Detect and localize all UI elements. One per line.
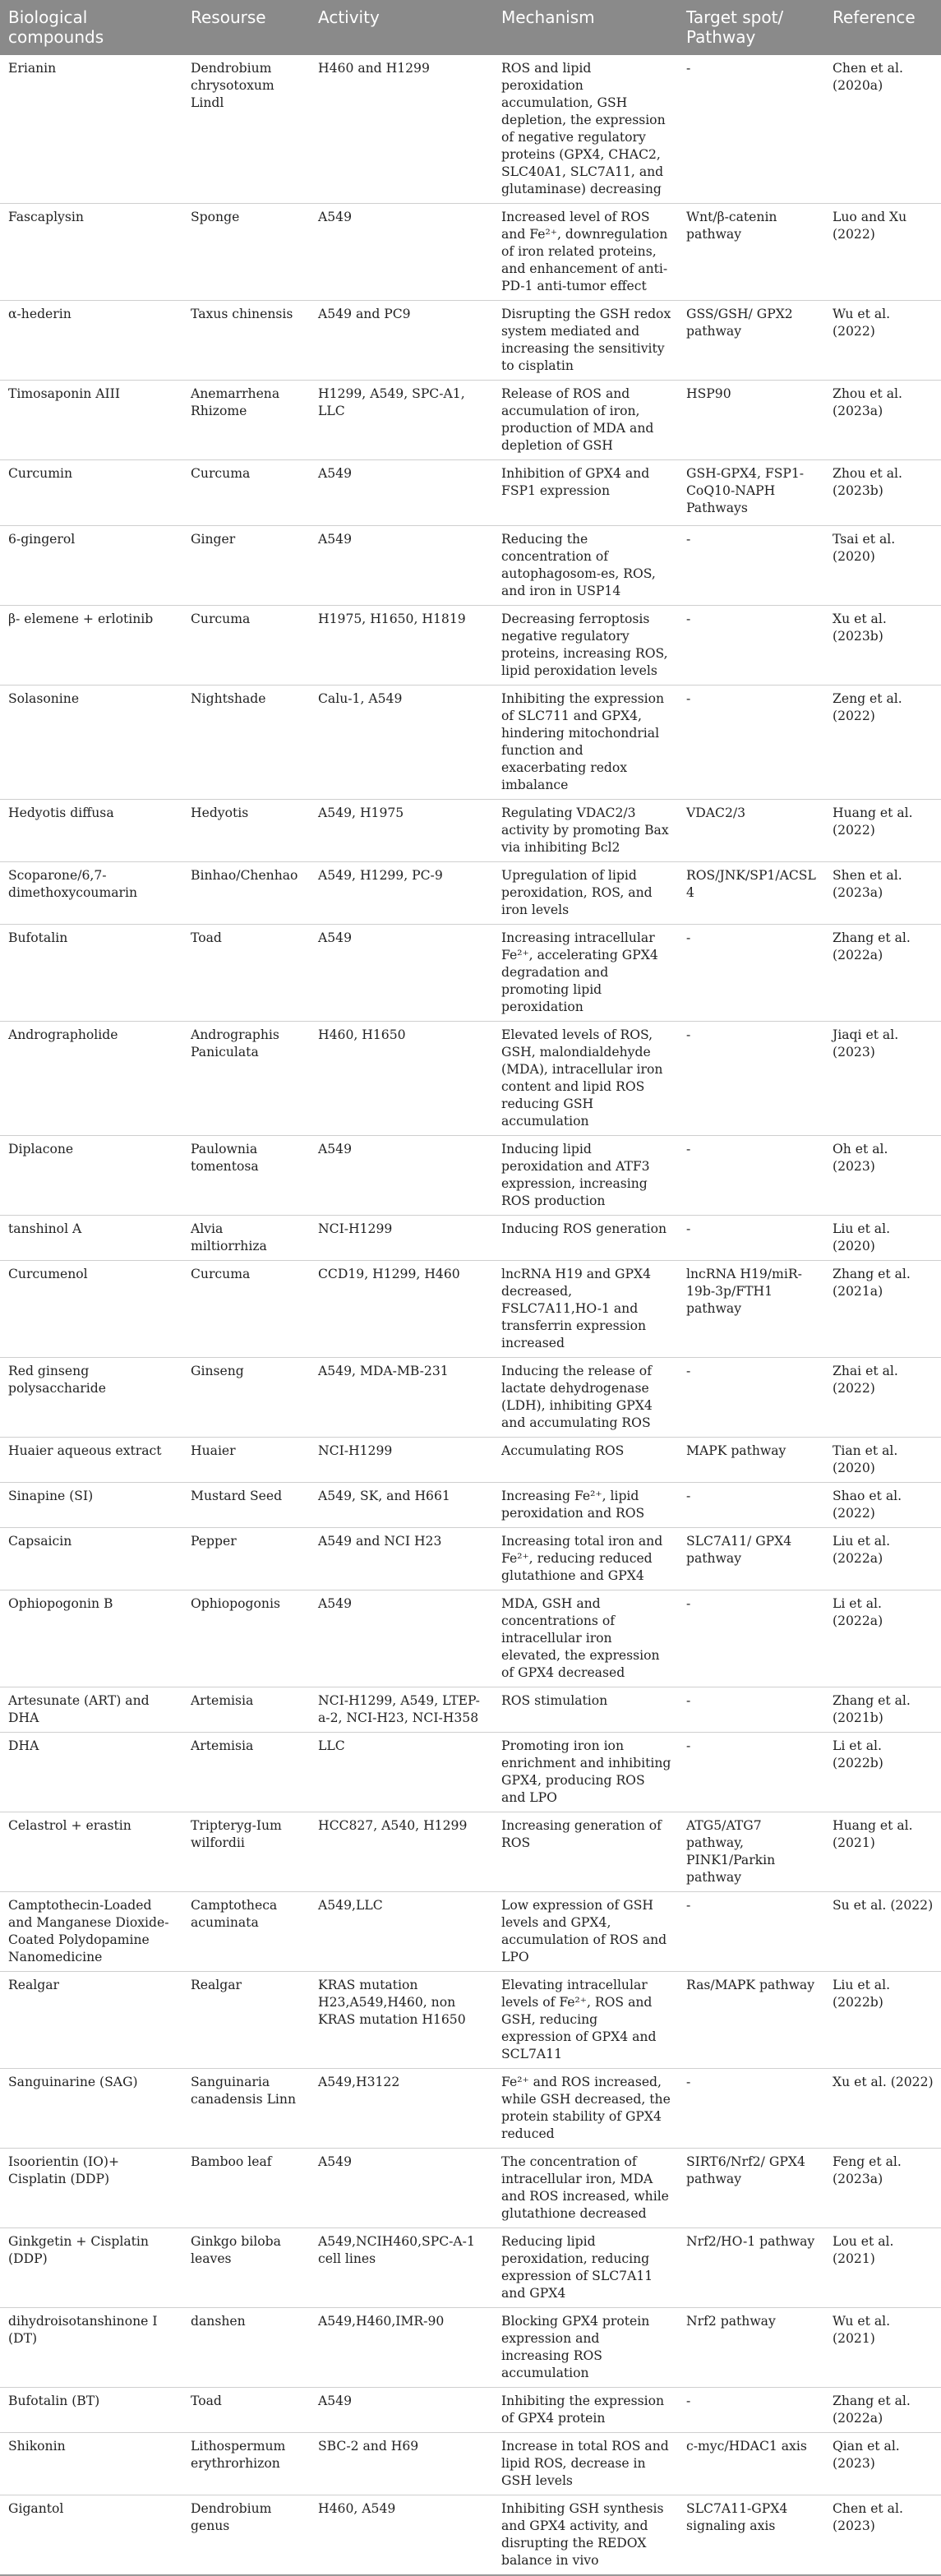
resource-cell: Dendrobium genus bbox=[182, 2495, 310, 2576]
activity-cell: A549,LLC bbox=[310, 1892, 493, 1972]
activity-cell: H460, A549 bbox=[310, 2495, 493, 2576]
resource-cell: Realgar bbox=[182, 1972, 310, 2069]
table-row bbox=[0, 925, 941, 1022]
target-cell: SLC7A11/ GPX4 pathway bbox=[678, 1528, 824, 1590]
activity-cell: A549 and PC9 bbox=[310, 301, 493, 381]
target-cell: - bbox=[678, 2069, 824, 2149]
compound-cell: tanshinol A bbox=[0, 1216, 182, 1261]
compound-cell: Sanguinarine (SAG) bbox=[0, 2069, 182, 2149]
reference-cell: Liu et al. (2022a) bbox=[824, 1528, 941, 1590]
mechanism-cell: Blocking GPX4 protein expression and increasing ROS accumulation bbox=[493, 2308, 678, 2388]
activity-cell: KRAS mutation H23,A549,H460, non KRAS mutation H1650 bbox=[310, 1972, 493, 2069]
mechanism-cell: MDA, GSH and concentrations of intracellular iron elevated, the expression of GPX4 decreased bbox=[493, 1590, 678, 1687]
reference-cell: Zeng et al. (2022) bbox=[824, 686, 941, 800]
mechanism-cell: Inhibition of GPX4 and FSP1 expression bbox=[493, 460, 678, 526]
activity-cell: A549,H460,IMR-90 bbox=[310, 2308, 493, 2388]
target-cell: - bbox=[678, 606, 824, 686]
table-row bbox=[0, 2069, 941, 2149]
reference-cell: Zhang et al. (2022a) bbox=[824, 925, 941, 1022]
header-activity: Activity bbox=[310, 0, 493, 55]
table-row bbox=[0, 2388, 941, 2433]
reference-cell: Zhou et al. (2023b) bbox=[824, 460, 941, 526]
reference-cell: Zhang et al. (2021b) bbox=[824, 1687, 941, 1733]
table-row bbox=[0, 1687, 941, 1733]
resource-cell: Ginseng bbox=[182, 1358, 310, 1438]
mechanism-cell: Accumulating ROS bbox=[493, 1438, 678, 1483]
reference-cell: Huang et al. (2021) bbox=[824, 1812, 941, 1892]
target-cell: - bbox=[678, 1483, 824, 1528]
target-cell: lncRNA H19/miR-19b-3p/FTH1 pathway bbox=[678, 1261, 824, 1358]
resource-cell: Binhao/Chenhao bbox=[182, 862, 310, 925]
reference-cell: Feng et al. (2023a) bbox=[824, 2149, 941, 2228]
target-cell: Wnt/β-catenin pathway bbox=[678, 204, 824, 301]
resource-cell: Tripteryg-Ium wilfordii bbox=[182, 1812, 310, 1892]
target-cell: c-myc/HDAC1 axis bbox=[678, 2433, 824, 2495]
resource-cell: Nightshade bbox=[182, 686, 310, 800]
activity-cell: H460 and H1299 bbox=[310, 55, 493, 204]
reference-cell: Wu et al. (2022) bbox=[824, 301, 941, 381]
target-cell: Nrf2/HO-1 pathway bbox=[678, 2228, 824, 2308]
reference-cell: Jiaqi et al. (2023) bbox=[824, 1022, 941, 1136]
target-cell: SIRT6/Nrf2/ GPX4 pathway bbox=[678, 2149, 824, 2228]
reference-cell: Zhang et al. (2022a) bbox=[824, 2388, 941, 2433]
reference-cell: Li et al. (2022b) bbox=[824, 1733, 941, 1812]
reference-cell: Zhai et al. (2022) bbox=[824, 1358, 941, 1438]
activity-cell: H1975, H1650, H1819 bbox=[310, 606, 493, 686]
reference-cell: Shao et al. (2022) bbox=[824, 1483, 941, 1528]
resource-cell: Ginkgo biloba leaves bbox=[182, 2228, 310, 2308]
compound-cell: Celastrol + erastin bbox=[0, 1812, 182, 1892]
table-row bbox=[0, 1528, 941, 1590]
activity-cell: A549, MDA-MB-231 bbox=[310, 1358, 493, 1438]
compound-cell: Timosaponin AIII bbox=[0, 381, 182, 460]
target-cell: - bbox=[678, 1358, 824, 1438]
reference-cell: Tian et al. (2020) bbox=[824, 1438, 941, 1483]
resource-cell: Ginger bbox=[182, 526, 310, 606]
compound-cell: Capsaicin bbox=[0, 1528, 182, 1590]
target-cell: GSS/GSH/ GPX2 pathway bbox=[678, 301, 824, 381]
reference-cell: Xu et al. (2023b) bbox=[824, 606, 941, 686]
mechanism-cell: Regulating VDAC2/3 activity by promoting Bax via inhibiting Bcl2 bbox=[493, 800, 678, 862]
activity-cell: HCC827, A540, H1299 bbox=[310, 1812, 493, 1892]
compound-cell: Red ginseng polysaccharide bbox=[0, 1358, 182, 1438]
activity-cell: A549 bbox=[310, 925, 493, 1022]
mechanism-cell: Increasing Fe²⁺, lipid peroxidation and ROS bbox=[493, 1483, 678, 1528]
activity-cell: NCI-H1299 bbox=[310, 1438, 493, 1483]
compound-cell: Realgar bbox=[0, 1972, 182, 2069]
target-cell: SLC7A11-GPX4 signaling axis bbox=[678, 2495, 824, 2576]
compound-cell: Ginkgetin + Cisplatin (DDP) bbox=[0, 2228, 182, 2308]
reference-cell: Chen et al. (2020a) bbox=[824, 55, 941, 204]
reference-cell: Oh et al. (2023) bbox=[824, 1136, 941, 1216]
target-cell: - bbox=[678, 1687, 824, 1733]
reference-cell: Xu et al. (2022) bbox=[824, 2069, 941, 2149]
table-row bbox=[0, 381, 941, 460]
resource-cell: Paulownia tomentosa bbox=[182, 1136, 310, 1216]
compound-cell: Erianin bbox=[0, 55, 182, 204]
header-resource: Resourse bbox=[182, 0, 310, 55]
table-row bbox=[0, 1022, 941, 1136]
mechanism-cell: Upregulation of lipid peroxidation, ROS, and iron levels bbox=[493, 862, 678, 925]
mechanism-cell: Inducing the release of lactate dehydrogenase (LDH), inhibiting GPX4 and accumulating ROS bbox=[493, 1358, 678, 1438]
reference-cell: Chen et al. (2023) bbox=[824, 2495, 941, 2576]
mechanism-cell: Elevating intracellular levels of Fe²⁺, ROS and GSH, reducing expression of GPX4 and SCL7A11 bbox=[493, 1972, 678, 2069]
compound-cell: Curcumenol bbox=[0, 1261, 182, 1358]
mechanism-cell: Increasing total iron and Fe²⁺, reducing reduced glutathione and GPX4 bbox=[493, 1528, 678, 1590]
compound-cell: Gigantol bbox=[0, 2495, 182, 2576]
header-row bbox=[0, 0, 941, 55]
resource-cell: Artemisia bbox=[182, 1687, 310, 1733]
activity-cell: A549 bbox=[310, 2149, 493, 2228]
reference-cell: Wu et al. (2021) bbox=[824, 2308, 941, 2388]
resource-cell: Sanguinaria canadensis Linn bbox=[182, 2069, 310, 2149]
compound-cell: Isoorientin (IO)+ Cisplatin (DDP) bbox=[0, 2149, 182, 2228]
mechanism-cell: Inducing ROS generation bbox=[493, 1216, 678, 1261]
reference-cell: Lou et al. (2021) bbox=[824, 2228, 941, 2308]
target-cell: - bbox=[678, 2388, 824, 2433]
resource-cell: Anemarrhena Rhizome bbox=[182, 381, 310, 460]
table-row bbox=[0, 862, 941, 925]
compound-cell: Camptothecin-Loaded and Manganese Dioxide-Coated Polydopamine Nanomedicine bbox=[0, 1892, 182, 1972]
compound-cell: Shikonin bbox=[0, 2433, 182, 2495]
resource-cell: Taxus chinensis bbox=[182, 301, 310, 381]
reference-cell: Huang et al. (2022) bbox=[824, 800, 941, 862]
reference-cell: Zhang et al. (2021a) bbox=[824, 1261, 941, 1358]
compound-cell: Ophiopogonin B bbox=[0, 1590, 182, 1687]
target-cell: Nrf2 pathway bbox=[678, 2308, 824, 2388]
activity-cell: A549 bbox=[310, 526, 493, 606]
resource-cell: Sponge bbox=[182, 204, 310, 301]
mechanism-cell: The concentration of intracellular iron, MDA and ROS increased, while glutathione decreased bbox=[493, 2149, 678, 2228]
activity-cell: A549 bbox=[310, 1136, 493, 1216]
table-row bbox=[0, 1590, 941, 1687]
table-row bbox=[0, 2149, 941, 2228]
table-header bbox=[0, 0, 941, 55]
activity-cell: A549 bbox=[310, 1590, 493, 1687]
activity-cell: A549, SK, and H661 bbox=[310, 1483, 493, 1528]
table-row bbox=[0, 2308, 941, 2388]
reference-cell: Liu et al. (2020) bbox=[824, 1216, 941, 1261]
table-row bbox=[0, 2433, 941, 2495]
table-row bbox=[0, 204, 941, 301]
reference-cell: Shen et al. (2023a) bbox=[824, 862, 941, 925]
mechanism-cell: Increasing generation of ROS bbox=[493, 1812, 678, 1892]
activity-cell: NCI-H1299, A549, LTEP-a-2, NCI-H23, NCI-H358 bbox=[310, 1687, 493, 1733]
table-row bbox=[0, 800, 941, 862]
compound-cell: Fascaplysin bbox=[0, 204, 182, 301]
compound-cell: Andrographolide bbox=[0, 1022, 182, 1136]
table-row bbox=[0, 1892, 941, 1972]
mechanism-cell: Release of ROS and accumulation of iron, production of MDA and depletion of GSH bbox=[493, 381, 678, 460]
compound-cell: Hedyotis diffusa bbox=[0, 800, 182, 862]
activity-cell: A549, H1299, PC-9 bbox=[310, 862, 493, 925]
compound-cell: Huaier aqueous extract bbox=[0, 1438, 182, 1483]
compound-cell: Solasonine bbox=[0, 686, 182, 800]
compound-cell: Artesunate (ART) and DHA bbox=[0, 1687, 182, 1733]
table-row bbox=[0, 1358, 941, 1438]
target-cell: MAPK pathway bbox=[678, 1438, 824, 1483]
table-row bbox=[0, 1733, 941, 1812]
resource-cell: Mustard Seed bbox=[182, 1483, 310, 1528]
mechanism-cell: Decreasing ferroptosis negative regulatory proteins, increasing ROS, lipid peroxidation levels bbox=[493, 606, 678, 686]
resource-cell: Andrographis Paniculata bbox=[182, 1022, 310, 1136]
resource-cell: Pepper bbox=[182, 1528, 310, 1590]
header-target: Target spot/ Pathway bbox=[678, 0, 824, 55]
table-body bbox=[0, 55, 941, 2575]
reference-cell: Liu et al. (2022b) bbox=[824, 1972, 941, 2069]
table-row bbox=[0, 1438, 941, 1483]
table-row bbox=[0, 301, 941, 381]
compound-cell: Curcumin bbox=[0, 460, 182, 526]
target-cell: - bbox=[678, 55, 824, 204]
resource-cell: Artemisia bbox=[182, 1733, 310, 1812]
activity-cell: LLC bbox=[310, 1733, 493, 1812]
target-cell: - bbox=[678, 1590, 824, 1687]
resource-cell: Hedyotis bbox=[182, 800, 310, 862]
activity-cell: A549 bbox=[310, 2388, 493, 2433]
target-cell: ROS/JNK/SP1/ACSL4 bbox=[678, 862, 824, 925]
resource-cell: Bamboo leaf bbox=[182, 2149, 310, 2228]
compound-cell: dihydroisotanshinone I (DT) bbox=[0, 2308, 182, 2388]
reference-cell: Qian et al. (2023) bbox=[824, 2433, 941, 2495]
activity-cell: CCD19, H1299, H460 bbox=[310, 1261, 493, 1358]
mechanism-cell: Reducing the concentration of autophagosom-es, ROS, and iron in USP14 bbox=[493, 526, 678, 606]
table-row bbox=[0, 1972, 941, 2069]
mechanism-cell: Reducing lipid peroxidation, reducing expression of SLC7A11 and GPX4 bbox=[493, 2228, 678, 2308]
activity-cell: SBC-2 and H69 bbox=[310, 2433, 493, 2495]
target-cell: - bbox=[678, 686, 824, 800]
target-cell: - bbox=[678, 925, 824, 1022]
activity-cell: A549 bbox=[310, 460, 493, 526]
target-cell: Ras/MAPK pathway bbox=[678, 1972, 824, 2069]
mechanism-cell: Increasing intracellular Fe²⁺, accelerating GPX4 degradation and promoting lipid peroxidation bbox=[493, 925, 678, 1022]
table-row bbox=[0, 2495, 941, 2576]
reference-cell: Tsai et al. (2020) bbox=[824, 526, 941, 606]
table-row bbox=[0, 686, 941, 800]
resource-cell: Lithospermum erythrorhizon bbox=[182, 2433, 310, 2495]
table-row bbox=[0, 1216, 941, 1261]
resource-cell: Curcuma bbox=[182, 460, 310, 526]
table-row bbox=[0, 526, 941, 606]
header-mechanism: Mechanism bbox=[493, 0, 678, 55]
activity-cell: H1299, A549, SPC-A1, LLC bbox=[310, 381, 493, 460]
activity-cell: A549,H3122 bbox=[310, 2069, 493, 2149]
activity-cell: NCI-H1299 bbox=[310, 1216, 493, 1261]
reference-cell: Luo and Xu (2022) bbox=[824, 204, 941, 301]
compound-cell: Bufotalin (BT) bbox=[0, 2388, 182, 2433]
resource-cell: Curcuma bbox=[182, 606, 310, 686]
activity-cell: A549 and NCI H23 bbox=[310, 1528, 493, 1590]
mechanism-cell: Increase in total ROS and lipid ROS, decrease in GSH levels bbox=[493, 2433, 678, 2495]
target-cell: - bbox=[678, 1022, 824, 1136]
reference-cell: Zhou et al. (2023a) bbox=[824, 381, 941, 460]
target-cell: - bbox=[678, 1733, 824, 1812]
target-cell: VDAC2/3 bbox=[678, 800, 824, 862]
mechanism-cell: Promoting iron ion enrichment and inhibiting GPX4, producing ROS and LPO bbox=[493, 1733, 678, 1812]
target-cell: - bbox=[678, 1216, 824, 1261]
table-row bbox=[0, 606, 941, 686]
table-row bbox=[0, 55, 941, 204]
table-row bbox=[0, 460, 941, 526]
reference-cell: Li et al. (2022a) bbox=[824, 1590, 941, 1687]
resource-cell: Huaier bbox=[182, 1438, 310, 1483]
compound-cell: α-hederin bbox=[0, 301, 182, 381]
activity-cell: A549,NCIH460,SPC-A-1 cell lines bbox=[310, 2228, 493, 2308]
table-row bbox=[0, 1812, 941, 1892]
resource-cell: Curcuma bbox=[182, 1261, 310, 1358]
resource-cell: Camptotheca acuminata bbox=[182, 1892, 310, 1972]
mechanism-cell: Inhibiting GSH synthesis and GPX4 activity, and disrupting the REDOX balance in vivo bbox=[493, 2495, 678, 2576]
activity-cell: H460, H1650 bbox=[310, 1022, 493, 1136]
mechanism-cell: Increased level of ROS and Fe²⁺, downregulation of iron related proteins, and enhancement of anti-PD-1 anti-tumor effect bbox=[493, 204, 678, 301]
target-cell: HSP90 bbox=[678, 381, 824, 460]
mechanism-cell: Disrupting the GSH redox system mediated and increasing the sensitivity to cisplatin bbox=[493, 301, 678, 381]
mechanism-cell: Inhibiting the expression of GPX4 protein bbox=[493, 2388, 678, 2433]
activity-cell: A549 bbox=[310, 204, 493, 301]
compound-cell: 6-gingerol bbox=[0, 526, 182, 606]
target-cell: - bbox=[678, 1136, 824, 1216]
resource-cell: Toad bbox=[182, 2388, 310, 2433]
resource-cell: danshen bbox=[182, 2308, 310, 2388]
compound-cell: Bufotalin bbox=[0, 925, 182, 1022]
mechanism-cell: Elevated levels of ROS, GSH, malondialdehyde (MDA), intracellular iron content and lipid ROS reducing GSH accumulation bbox=[493, 1022, 678, 1136]
compound-cell: β- elemene + erlotinib bbox=[0, 606, 182, 686]
header-compounds: Biological compounds bbox=[0, 0, 182, 55]
resource-cell: Alvia miltiorrhiza bbox=[182, 1216, 310, 1261]
mechanism-cell: ROS stimulation bbox=[493, 1687, 678, 1733]
activity-cell: Calu-1, A549 bbox=[310, 686, 493, 800]
mechanism-cell: Fe²⁺ and ROS increased, while GSH decreased, the protein stability of GPX4 reduced bbox=[493, 2069, 678, 2149]
activity-cell: A549, H1975 bbox=[310, 800, 493, 862]
target-cell: - bbox=[678, 526, 824, 606]
compound-cell: Scoparone/6,7-dimethoxycoumarin bbox=[0, 862, 182, 925]
mechanism-cell: ROS and lipid peroxidation accumulation, GSH depletion, the expression of negative regulatory proteins (GPX4, CHAC2, SLC40A1, SLC7A11, and glutaminase) decreasing bbox=[493, 55, 678, 204]
reference-cell: Su et al. (2022) bbox=[824, 1892, 941, 1972]
resource-cell: Dendrobium chrysotoxum Lindl bbox=[182, 55, 310, 204]
table-row bbox=[0, 1483, 941, 1528]
target-cell: GSH-GPX4, FSP1-CoQ10-NAPH Pathways bbox=[678, 460, 824, 526]
mechanism-cell: Inducing lipid peroxidation and ATF3 expression, increasing ROS production bbox=[493, 1136, 678, 1216]
header-reference: Reference bbox=[824, 0, 941, 55]
table-row bbox=[0, 2228, 941, 2308]
table-row bbox=[0, 1136, 941, 1216]
table-row bbox=[0, 1261, 941, 1358]
compound-cell: Sinapine (SI) bbox=[0, 1483, 182, 1528]
target-cell: ATG5/ATG7 pathway, PINK1/Parkin pathway bbox=[678, 1812, 824, 1892]
compound-cell: DHA bbox=[0, 1733, 182, 1812]
target-cell: - bbox=[678, 1892, 824, 1972]
mechanism-cell: Low expression of GSH levels and GPX4, accumulation of ROS and LPO bbox=[493, 1892, 678, 1972]
resource-cell: Ophiopogonis bbox=[182, 1590, 310, 1687]
mechanism-cell: lncRNA H19 and GPX4 decreased, FSLC7A11,HO-1 and transferrin expression increased bbox=[493, 1261, 678, 1358]
mechanism-cell: Inhibiting the expression of SLC711 and GPX4, hindering mitochondrial function and exacerbating redox imbalance bbox=[493, 686, 678, 800]
resource-cell: Toad bbox=[182, 925, 310, 1022]
compound-cell: Diplacone bbox=[0, 1136, 182, 1216]
